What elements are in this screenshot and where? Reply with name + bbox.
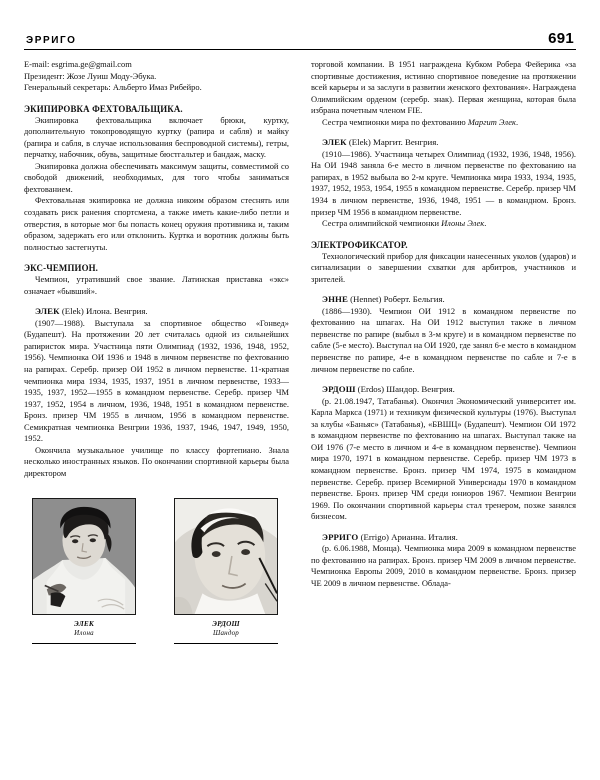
figure-caption-name: ЭЛЕК — [74, 619, 94, 628]
entry-ekipirovka-para-1: Экипировка фехтовальщика включает брюки, куртку, дополнительную токопроводящую куртку (рапира и сабля) и майку (рапира и сабля, в случае использования беспроводной системы), гетры, перчатку, набочник, обувь, защитные бюстгальтер и бандаж, маску. — [24, 114, 289, 160]
contact-president: Президент: Жозе Луиш Моду-Эбука. — [24, 70, 157, 81]
figure-group — [24, 498, 289, 644]
headword-latin-erdos: (Erdos) — [357, 384, 385, 395]
headword-erdos: ЭРДОШ — [322, 384, 356, 395]
spacer — [311, 128, 576, 137]
right-column — [311, 59, 576, 589]
entry-elek-ilona-para-2: Окончила музыкальное училище по классу фортепиано. Знала несколько иностранных языков. По окончании спортивной карьеры была директором — [24, 444, 289, 478]
entry-ekipirovka-para-3: Фехтовальная экипировка не должна никоим образом стеснять или создавать риск ранения спортсмена, а также иметь какие-либо петли и отверстия, в которые мог бы попасть конец оружия противника и, таким образом, задержать его или отклонить. Куртка и воротник должны быть полностью застегнуты. — [24, 195, 289, 252]
headword-rest-elek-margit: Маргит. Венгрия. — [373, 137, 439, 148]
figure-caption-firstname: Шандор — [212, 629, 239, 638]
photo-elek-ilona — [32, 498, 136, 615]
continuation-note — [311, 117, 576, 129]
entry-term-elektrofiksator: ЭЛЕКТРОФИКСАТОР. — [311, 239, 408, 250]
entry-head-elek-ilona — [24, 306, 289, 318]
figure-caption-erdos-sandor — [166, 620, 286, 639]
figure-caption-elek-ilona — [24, 620, 144, 639]
headword-rest-erdos: Шандор. Венгрия. — [386, 384, 455, 395]
entry-ekipirovka-para-2: Экипировка должна обеспечивать максимум защиты, совместимой со свободой движений, необходимых, для того чтобы заниматься фехтованием. — [24, 160, 289, 194]
spacer — [24, 297, 289, 306]
entry-term-ekipirovka: ЭКИПИРОВКА ФЕХТОВАЛЬЩИКА. — [24, 103, 183, 114]
entry-errigo-para-1: (р. 6.06.1988, Монца). Чемпионка мира 2009 в командном первенстве по фехтованию на рапирах. Бронз. призер ЧМ 2009 в личном первенстве. Чемпионка Европы 2009, 2010 в командном первенстве. Бронз. призер ЧЕ 2009 в личном первенстве. Облада- — [311, 543, 576, 588]
headword-rest-elek: Илона. Венгрия. — [86, 306, 148, 317]
spacer — [311, 375, 576, 384]
note-italic-name: Маргит Элек — [467, 116, 516, 127]
headword-rest-enne: Роберт. Бельгия. — [383, 294, 445, 305]
figure-rule — [174, 643, 278, 644]
entry-head-errigo — [311, 532, 576, 544]
running-head — [24, 26, 576, 46]
entry-enne-para-1: (1886—1930). Чемпион ОИ 1912 в командном первенстве по фехтованию на шпагах. На ОИ 1912 выступил также в личном первенстве по рапире (выбыл в 3-м круге) и в командном первенстве по сабле (5-е место). Выступал на ОИ 1920, где занял 6-е место в командном первенстве по рапире, 4-е в командном первенстве по сабле и 7-е в личном первенстве по сабле. — [311, 305, 576, 374]
running-head-title: ЭРРИГО — [26, 35, 77, 46]
left-column — [24, 59, 289, 644]
headword-errigo: ЭРРИГО — [322, 531, 359, 542]
headword-rest-errigo: Арианна. Италия. — [391, 531, 458, 542]
headword-elek-margit: ЭЛЕК — [322, 137, 347, 148]
figure-elek-ilona — [24, 498, 144, 644]
entry-elek-margit-note — [311, 218, 576, 230]
headword-enne: ЭННЕ — [322, 294, 348, 305]
spacer — [311, 523, 576, 532]
figure-erdos-sandor — [166, 498, 286, 644]
entry-elektrofiksator-para-1: Технологический прибор для фиксации нанесенных уколов (ударов) и сигнализации о завершении схватки для арбитров, участников и зрителей. — [311, 250, 576, 284]
continuation-paragraph: торговой компании. В 1951 награждена Кубком Робера Фейерика «за спортивные достижения, истинно спортивное поведение на протяжении всей карьеры и за заслуги в развитии женского фехтования». Награждена Олимпийским орденом (серебр. знак). Первая женщина, которая была избрана почетным членом FIE. — [311, 59, 576, 116]
figure-caption-firstname: Илона — [74, 629, 94, 638]
note-italic-name: Илоны Элек — [441, 218, 485, 229]
headword-elek: ЭЛЕК — [35, 306, 60, 317]
note-prefix: Сестра олимпийской чемпионки — [322, 218, 442, 229]
entry-term-eks-chempion: ЭКС-ЧЕМПИОН. — [24, 263, 99, 274]
figure-rule — [32, 643, 136, 644]
body-columns — [24, 59, 576, 644]
header-rule — [24, 49, 576, 50]
entry-erdos-para-1: (р. 21.08.1947, Татабанья). Окончил Экономический университет им. Карла Маркса (1971) и техникум физической культуры (1976). Выступал за клубы «Баньяс» (Татабанья), «БВШЦ» (Будапешт). Чемпион ОИ 1972 в командном первенстве по фехтованию на шпагах. Выступал также на ОИ 1976 (7-е место в личном и 4-е в командном первенстве). Чемпион мира 1970, 1971 в командном первенстве. Серебр. призер ЧМ 1973 в командном первенстве. Бронз. призер ЧМ 1974, 1975 в командном первенстве. Серебр. призер Всемирной Универсиады 1970 в командном первенстве. Бронз. призер ЧМ среди юниоров 1967. Чемпион Венгрии 1969. По окончании спортивной карьеры стал тренером, позже занялся бизнесом. — [311, 395, 576, 522]
headword-latin-enne: (Hennet) — [350, 294, 382, 305]
contact-email: E-mail: esgrima.ge@gmail.com — [24, 59, 132, 69]
entry-head-enne — [311, 294, 576, 306]
spacer — [24, 253, 289, 262]
contact-secretary: Генеральный секретарь: Альберто Имаз Рибейро. — [24, 82, 202, 93]
entry-head-erdos — [311, 384, 576, 396]
photo-erdos-sandor — [174, 498, 278, 615]
headword-latin-elek: (Elek) — [61, 306, 84, 317]
entry-elek-margit-para-1: (1910—1986). Участница четырех Олимпиад (1932, 1936, 1948, 1956). На ОИ 1948 заняла 6-е место в личном первенстве по фехтованию на рапирах, в 1952 выбыла во 2-м круге. Чемпионка мира 1933, 1934, 1935, 1937, 1952, 1953, 1954, 1955 в командном первенстве. Серебр. призер ЧМ 1934 в личном первенстве, 1936, 1948, 1951 — в командном. Бронз. призер ЧМ 1956 в командном первенстве. — [311, 148, 576, 217]
note-suffix: . — [515, 116, 519, 127]
entry-head-elek-margit — [311, 137, 576, 149]
entry-elek-ilona-para-1: (1907—1988). Выступала за спортивное общество «Гонвед» (Будапешт). На протяжении 20 лет считалась одной из сильнейших рапиристок мира. Участница пяти Олимпиад (1932, 1936, 1948, 1952, 1956). Чемпионка ОИ 1936 и 1948 в личном первенстве по фехтованию на рапирах. Серебр. призер ОИ 1952 в личном первенстве. 11-кратная чемпионка мира 1934, 1935, 1937, 1951 в личном первенстве, 1933—1935, 1937, 1952—1955 в командном первенстве. Серебр. призер ЧМ 1937, 1952, 1954 в личном, 1936, 1948, 1951 в командном первенстве. Бронз. призер ЧМ 1955 в личном, 1956 в командном первенстве. Семикратная чемпионка Венгрии 1936, 1937, 1946, 1947, 1949, 1950, 1952. — [24, 317, 289, 444]
headword-latin-errigo: (Errigo) — [360, 531, 389, 542]
note-prefix: Сестра чемпионки мира по фехтованию — [322, 116, 468, 127]
spacer — [311, 230, 576, 239]
spacer — [24, 94, 289, 103]
figure-caption-name: ЭРДОШ — [212, 619, 240, 628]
spacer — [311, 285, 576, 294]
entry-eks-chempion-para-1: Чемпион, утративший свое звание. Латинская приставка «экс» означает «бывший». — [24, 274, 289, 296]
page-number: 691 — [548, 30, 574, 47]
note-suffix: . — [484, 218, 487, 229]
headword-latin-elek-margit: (Elek) — [348, 137, 371, 148]
